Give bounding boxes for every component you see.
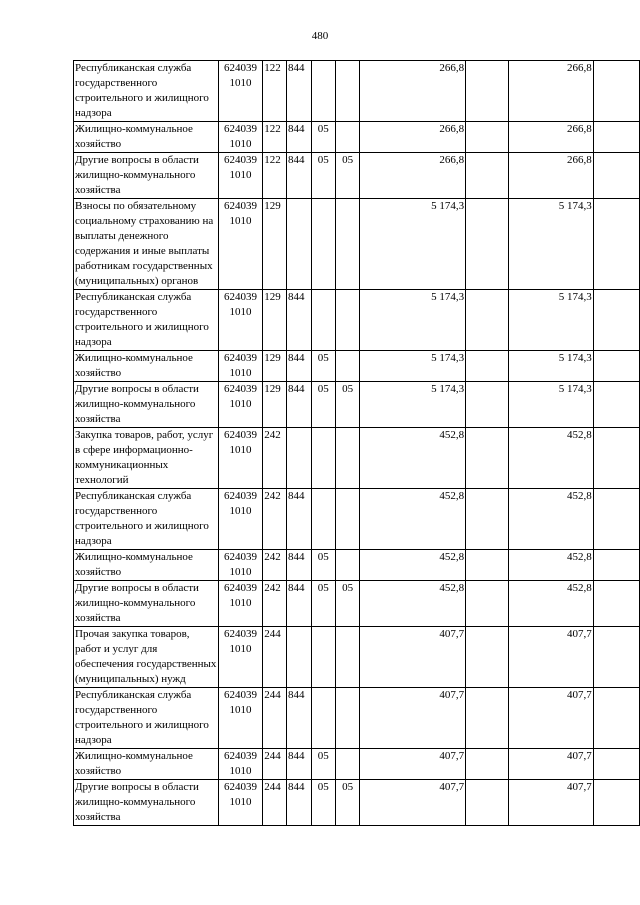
empty-amount-cell bbox=[466, 749, 509, 780]
empty-tail-cell bbox=[593, 581, 639, 627]
amount-approved-cell: 452,8 bbox=[509, 550, 593, 581]
amount-approved-cell: 407,7 bbox=[509, 780, 593, 826]
table-row bbox=[74, 382, 640, 428]
administrator-code-cell: 844 bbox=[286, 749, 311, 780]
empty-tail-cell bbox=[593, 688, 639, 749]
table-row bbox=[74, 122, 640, 153]
table-row bbox=[74, 428, 640, 489]
table-row bbox=[74, 351, 640, 382]
table-row bbox=[74, 627, 640, 688]
empty-tail-cell bbox=[593, 290, 639, 351]
empty-tail-cell bbox=[593, 153, 639, 199]
section-code-cell bbox=[311, 489, 335, 550]
administrator-code-cell: 844 bbox=[286, 153, 311, 199]
empty-amount-cell bbox=[466, 550, 509, 581]
table-row bbox=[74, 688, 640, 749]
empty-tail-cell bbox=[593, 627, 639, 688]
amount-approved-cell: 407,7 bbox=[509, 688, 593, 749]
amount-cell: 5 174,3 bbox=[360, 382, 466, 428]
empty-amount-cell bbox=[466, 428, 509, 489]
empty-tail-cell bbox=[593, 749, 639, 780]
administrator-code-cell: 844 bbox=[286, 351, 311, 382]
expense-type-code-cell: 242 bbox=[263, 489, 287, 550]
section-code-cell: 05 bbox=[311, 153, 335, 199]
amount-cell: 452,8 bbox=[360, 489, 466, 550]
subsection-code-cell bbox=[335, 290, 359, 351]
target-article-code-cell: 624039 1010 bbox=[218, 61, 262, 122]
subsection-code-cell: 05 bbox=[335, 581, 359, 627]
table-row bbox=[74, 489, 640, 550]
table-row bbox=[74, 780, 640, 826]
target-article-code-cell: 624039 1010 bbox=[218, 688, 262, 749]
amount-cell: 407,7 bbox=[360, 780, 466, 826]
table-row bbox=[74, 290, 640, 351]
expense-type-code-cell: 242 bbox=[263, 550, 287, 581]
empty-amount-cell bbox=[466, 688, 509, 749]
empty-tail-cell bbox=[593, 351, 639, 382]
empty-amount-cell bbox=[466, 290, 509, 351]
section-code-cell bbox=[311, 627, 335, 688]
amount-cell: 5 174,3 bbox=[360, 199, 466, 290]
table-row bbox=[74, 550, 640, 581]
subsection-code-cell bbox=[335, 550, 359, 581]
empty-tail-cell bbox=[593, 428, 639, 489]
amount-approved-cell: 5 174,3 bbox=[509, 351, 593, 382]
expense-type-code-cell: 122 bbox=[263, 61, 287, 122]
administrator-code-cell: 844 bbox=[286, 61, 311, 122]
expense-name-cell: Прочая закупка товаров, работ и услуг для обеспечения государственных (муниципальных) нужд bbox=[74, 627, 219, 688]
expense-name-cell: Жилищно-коммунальное хозяйство bbox=[74, 122, 219, 153]
empty-amount-cell bbox=[466, 780, 509, 826]
section-code-cell bbox=[311, 428, 335, 489]
expense-name-cell: Жилищно-коммунальное хозяйство bbox=[74, 351, 219, 382]
section-code-cell: 05 bbox=[311, 122, 335, 153]
expense-type-code-cell: 122 bbox=[263, 153, 287, 199]
expense-type-code-cell: 244 bbox=[263, 749, 287, 780]
section-code-cell: 05 bbox=[311, 749, 335, 780]
subsection-code-cell bbox=[335, 627, 359, 688]
subsection-code-cell bbox=[335, 428, 359, 489]
expense-type-code-cell: 129 bbox=[263, 290, 287, 351]
subsection-code-cell bbox=[335, 199, 359, 290]
section-code-cell: 05 bbox=[311, 581, 335, 627]
expense-type-code-cell: 244 bbox=[263, 780, 287, 826]
administrator-code-cell bbox=[286, 627, 311, 688]
amount-cell: 407,7 bbox=[360, 749, 466, 780]
amount-cell: 452,8 bbox=[360, 550, 466, 581]
empty-tail-cell bbox=[593, 382, 639, 428]
amount-approved-cell: 266,8 bbox=[509, 61, 593, 122]
expense-name-cell: Республиканская служба государственного строительного и жилищного надзора bbox=[74, 290, 219, 351]
target-article-code-cell: 624039 1010 bbox=[218, 581, 262, 627]
target-article-code-cell: 624039 1010 bbox=[218, 749, 262, 780]
empty-tail-cell bbox=[593, 489, 639, 550]
amount-approved-cell: 5 174,3 bbox=[509, 290, 593, 351]
expense-name-cell: Жилищно-коммунальное хозяйство bbox=[74, 749, 219, 780]
expense-type-code-cell: 244 bbox=[263, 688, 287, 749]
target-article-code-cell: 624039 1010 bbox=[218, 489, 262, 550]
expense-type-code-cell: 122 bbox=[263, 122, 287, 153]
empty-amount-cell bbox=[466, 61, 509, 122]
amount-cell: 266,8 bbox=[360, 61, 466, 122]
administrator-code-cell: 844 bbox=[286, 290, 311, 351]
empty-tail-cell bbox=[593, 199, 639, 290]
section-code-cell bbox=[311, 61, 335, 122]
expense-name-cell: Другие вопросы в области жилищно-коммунального хозяйства bbox=[74, 382, 219, 428]
subsection-code-cell bbox=[335, 688, 359, 749]
target-article-code-cell: 624039 1010 bbox=[218, 428, 262, 489]
table-row bbox=[74, 749, 640, 780]
target-article-code-cell: 624039 1010 bbox=[218, 627, 262, 688]
target-article-code-cell: 624039 1010 bbox=[218, 550, 262, 581]
expense-name-cell: Республиканская служба государственного строительного и жилищного надзора bbox=[74, 688, 219, 749]
table-row bbox=[74, 199, 640, 290]
empty-amount-cell bbox=[466, 489, 509, 550]
subsection-code-cell bbox=[335, 122, 359, 153]
empty-amount-cell bbox=[466, 199, 509, 290]
empty-amount-cell bbox=[466, 153, 509, 199]
amount-approved-cell: 5 174,3 bbox=[509, 199, 593, 290]
administrator-code-cell: 844 bbox=[286, 382, 311, 428]
expense-name-cell: Другие вопросы в области жилищно-коммунального хозяйства bbox=[74, 780, 219, 826]
expense-name-cell: Другие вопросы в области жилищно-коммунального хозяйства bbox=[74, 581, 219, 627]
administrator-code-cell: 844 bbox=[286, 581, 311, 627]
expense-type-code-cell: 129 bbox=[263, 382, 287, 428]
administrator-code-cell: 844 bbox=[286, 122, 311, 153]
amount-cell: 452,8 bbox=[360, 428, 466, 489]
amount-cell: 407,7 bbox=[360, 688, 466, 749]
section-code-cell: 05 bbox=[311, 382, 335, 428]
budget-table bbox=[73, 60, 640, 826]
table-row bbox=[74, 581, 640, 627]
amount-approved-cell: 452,8 bbox=[509, 581, 593, 627]
expense-name-cell: Жилищно-коммунальное хозяйство bbox=[74, 550, 219, 581]
target-article-code-cell: 624039 1010 bbox=[218, 780, 262, 826]
amount-approved-cell: 452,8 bbox=[509, 428, 593, 489]
expense-name-cell: Республиканская служба государственного строительного и жилищного надзора bbox=[74, 61, 219, 122]
budget-table-body bbox=[74, 61, 640, 826]
amount-approved-cell: 407,7 bbox=[509, 627, 593, 688]
expense-type-code-cell: 242 bbox=[263, 581, 287, 627]
amount-cell: 5 174,3 bbox=[360, 351, 466, 382]
amount-cell: 407,7 bbox=[360, 627, 466, 688]
empty-amount-cell bbox=[466, 627, 509, 688]
target-article-code-cell: 624039 1010 bbox=[218, 122, 262, 153]
section-code-cell: 05 bbox=[311, 550, 335, 581]
empty-tail-cell bbox=[593, 61, 639, 122]
empty-tail-cell bbox=[593, 550, 639, 581]
amount-approved-cell: 5 174,3 bbox=[509, 382, 593, 428]
table-row bbox=[74, 61, 640, 122]
amount-cell: 266,8 bbox=[360, 122, 466, 153]
administrator-code-cell: 844 bbox=[286, 780, 311, 826]
administrator-code-cell: 844 bbox=[286, 688, 311, 749]
table-row bbox=[74, 153, 640, 199]
section-code-cell bbox=[311, 199, 335, 290]
section-code-cell bbox=[311, 688, 335, 749]
amount-approved-cell: 266,8 bbox=[509, 153, 593, 199]
subsection-code-cell bbox=[335, 351, 359, 382]
amount-cell: 266,8 bbox=[360, 153, 466, 199]
section-code-cell: 05 bbox=[311, 351, 335, 382]
expense-name-cell: Республиканская служба государственного строительного и жилищного надзора bbox=[74, 489, 219, 550]
amount-cell: 5 174,3 bbox=[360, 290, 466, 351]
target-article-code-cell: 624039 1010 bbox=[218, 199, 262, 290]
target-article-code-cell: 624039 1010 bbox=[218, 351, 262, 382]
expense-type-code-cell: 244 bbox=[263, 627, 287, 688]
subsection-code-cell bbox=[335, 489, 359, 550]
empty-tail-cell bbox=[593, 122, 639, 153]
amount-cell: 452,8 bbox=[360, 581, 466, 627]
target-article-code-cell: 624039 1010 bbox=[218, 153, 262, 199]
expense-type-code-cell: 129 bbox=[263, 199, 287, 290]
empty-amount-cell bbox=[466, 581, 509, 627]
expense-name-cell: Взносы по обязательному социальному страхованию на выплаты денежного содержания и иные выплаты работникам государственных (муниципальных) органов bbox=[74, 199, 219, 290]
subsection-code-cell: 05 bbox=[335, 780, 359, 826]
administrator-code-cell bbox=[286, 428, 311, 489]
expense-name-cell: Другие вопросы в области жилищно-коммунального хозяйства bbox=[74, 153, 219, 199]
target-article-code-cell: 624039 1010 bbox=[218, 382, 262, 428]
subsection-code-cell bbox=[335, 61, 359, 122]
empty-amount-cell bbox=[466, 351, 509, 382]
empty-tail-cell bbox=[593, 780, 639, 826]
amount-approved-cell: 452,8 bbox=[509, 489, 593, 550]
section-code-cell bbox=[311, 290, 335, 351]
section-code-cell: 05 bbox=[311, 780, 335, 826]
expense-type-code-cell: 129 bbox=[263, 351, 287, 382]
subsection-code-cell: 05 bbox=[335, 382, 359, 428]
administrator-code-cell: 844 bbox=[286, 550, 311, 581]
empty-amount-cell bbox=[466, 382, 509, 428]
target-article-code-cell: 624039 1010 bbox=[218, 290, 262, 351]
subsection-code-cell bbox=[335, 749, 359, 780]
amount-approved-cell: 266,8 bbox=[509, 122, 593, 153]
expense-name-cell: Закупка товаров, работ, услуг в сфере информационно-коммуникационных технологий bbox=[74, 428, 219, 489]
administrator-code-cell: 844 bbox=[286, 489, 311, 550]
empty-amount-cell bbox=[466, 122, 509, 153]
expense-type-code-cell: 242 bbox=[263, 428, 287, 489]
page-number: 480 bbox=[311, 30, 329, 42]
amount-approved-cell: 407,7 bbox=[509, 749, 593, 780]
subsection-code-cell: 05 bbox=[335, 153, 359, 199]
administrator-code-cell bbox=[286, 199, 311, 290]
